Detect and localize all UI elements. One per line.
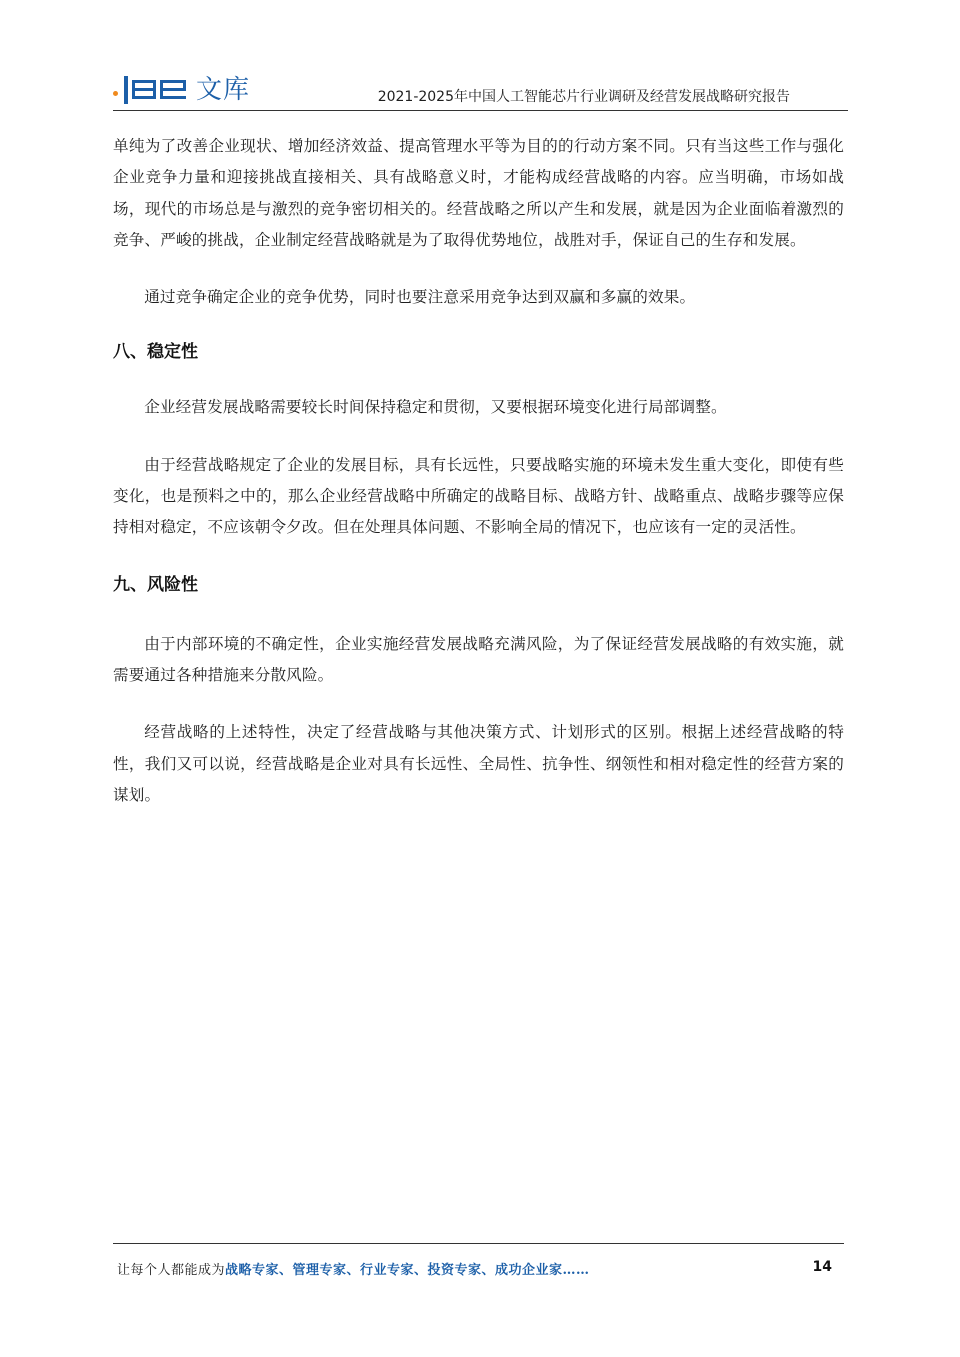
paragraph-5: 由于内部环境的不确定性，企业实施经营发展战略充满风险，为了保证经营发展战略的有效实施，就需要通过各种措施来分散风险。 [113, 634, 844, 684]
logo-dots [113, 91, 120, 96]
report-title: 2021-2025年中国人工智能芯片行业调研及经营发展战略研究报告 [377, 89, 790, 105]
paragraph-6: 经营战略的上述特性，决定了经营战略与其他决策方式、计划形式的区别。根据上述经营战略的特性，我们又可以说，经营战略是企业对具有长远性、全局性、抗争性、纲领性和相对稳定性的经营方案的谋划。 [113, 723, 844, 804]
paragraph-1: 单纯为了改善企业现状、增加经济效益、提高管理水平等为目的的行动方案不同。只有当这些工作与强化企业竞争力量和迎接挑战直接相关、具有战略意义时，才能构成经营战略的内容。应当明确，市场如战场，现代的市场总是与激烈的竞争密切相关的。经营战略之所以产生和发展，就是因为企业面临着激烈的竞争、严峻的挑战，企业制定经营战略就是为了取得优势地位，战胜对手，保证自己的生存和发展。 [113, 137, 844, 249]
logo [113, 68, 250, 104]
logo-dot-orange [113, 91, 118, 96]
footer-lead: 让每个人都能成为 [117, 1263, 226, 1278]
page-number: 14 [812, 1259, 832, 1275]
document-body [113, 131, 844, 811]
logo-text: 文库 [196, 75, 251, 105]
paragraph-3: 企业经营发展战略需要较长时间保持稳定和贯彻，又要根据环境变化进行局部调整。 [144, 398, 727, 417]
paragraph-4: 由于经营战略规定了企业的发展目标，具有长远性，只要战略实施的环境未发生重大变化，即使有些变化，也是预料之中的，那么企业经营战略中所确定的战略目标、战略方针、战略重点、战略步骤等应保持相对稳定，不应该朝令夕改。但在处理具体问题、不影响全局的情况下，也应该有一定的灵活性。 [113, 455, 844, 537]
page-header [113, 66, 848, 111]
footer-roles: 战略专家、管理专家、行业专家、投资专家、成功企业家…… [225, 1263, 590, 1278]
section-heading-risk: 九、风险性 [113, 574, 198, 595]
logo-mark-icon [124, 76, 190, 104]
footer-slogan [117, 1259, 832, 1278]
paragraph-2: 通过竞争确定企业的竞争优势，同时也要注意采用竞争达到双赢和多赢的效果。 [144, 288, 696, 307]
section-heading-stability: 八、稳定性 [113, 342, 198, 363]
footer-divider [113, 1243, 844, 1244]
